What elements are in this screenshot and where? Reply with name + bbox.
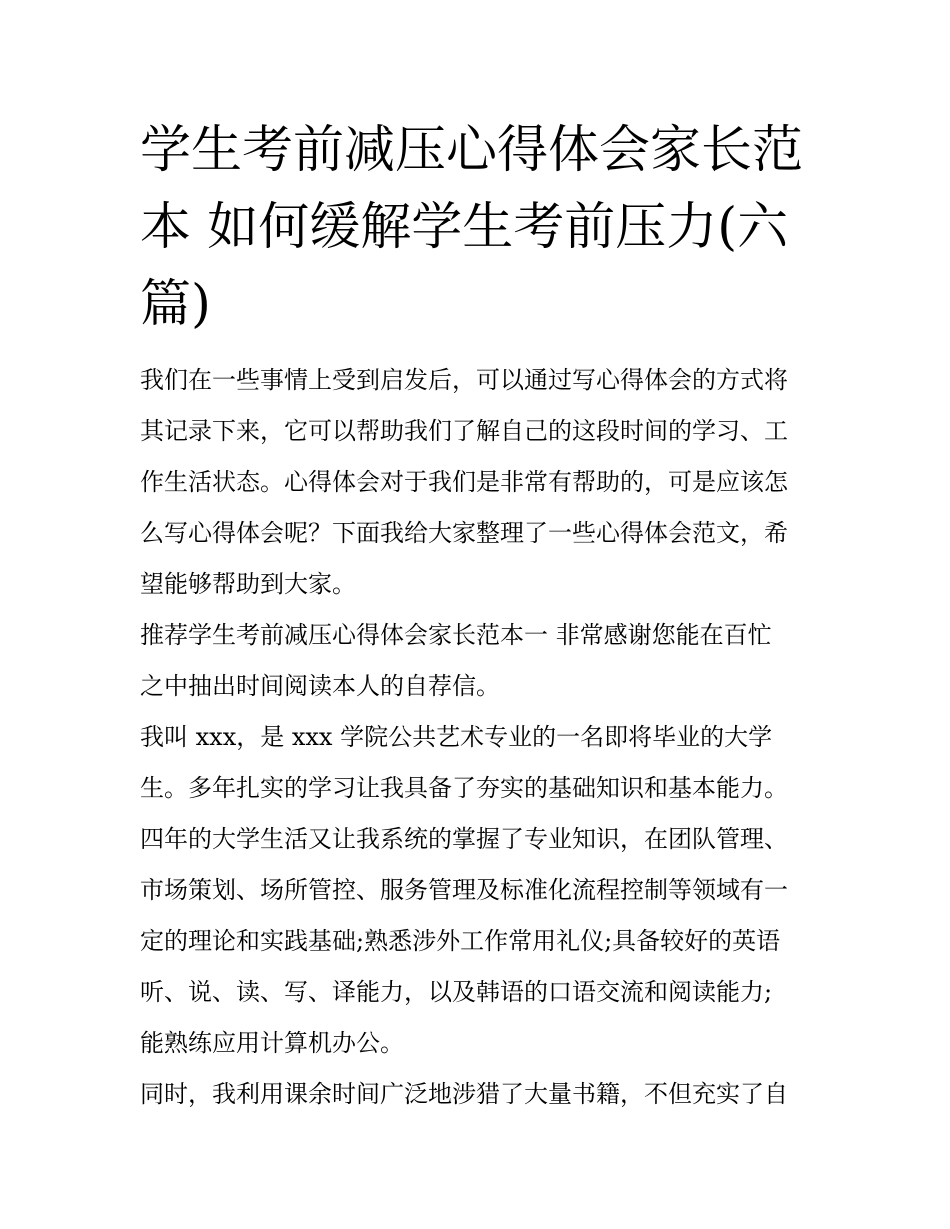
paragraph-self-introduction [140, 712, 820, 1069]
page-title [140, 112, 820, 343]
title-line: 篇) [140, 275, 211, 334]
title-line: 学生考前减压心得体会家长范 [140, 121, 804, 180]
text-line: 么写心得体会呢？下面我给大家整理了一些心得体会范文，希 [140, 519, 788, 547]
text-line: 定的理论和实践基础;熟悉涉外工作常用礼仪;具备较好的英语 [140, 927, 781, 955]
text-line: 市场策划、场所管控、服务管理及标准化流程控制等领域有一 [140, 876, 788, 904]
text-line: 听、说、读、写、译能力，以及韩语的口语交流和阅读能力; [140, 978, 773, 1006]
text-line: 之中抽出时间阅读本人的自荐信。 [140, 672, 500, 700]
text-line: 其记录下来，它可以帮助我们了解自己的这段时间的学习、工 [140, 417, 788, 445]
text-line: 同时，我利用课余时间广泛地涉猎了大量书籍，不但充实了自 [140, 1080, 788, 1108]
text-line: 望能够帮助到大家。 [140, 570, 356, 598]
text-line: 推荐学生考前减压心得体会家长范本一 非常感谢您能在百忙 [140, 621, 772, 649]
text-line: 作生活状态。心得体会对于我们是非常有帮助的，可是应该怎 [140, 468, 788, 496]
text-line: 四年的大学生活又让我系统的掌握了专业知识，在团队管理、 [140, 825, 788, 853]
document-body [140, 355, 820, 1120]
paragraph-continuation [140, 1069, 820, 1120]
paragraph-intro [140, 355, 820, 610]
paragraph-section-heading [140, 610, 820, 712]
text-line: 能熟练应用计算机办公。 [140, 1029, 404, 1057]
title-line: 本 如何缓解学生考前压力(六 [140, 198, 789, 257]
text-line: 我们在一些事情上受到启发后，可以通过写心得体会的方式将 [140, 366, 788, 394]
text-line: 我叫 xxx，是 xxx 学院公共艺术专业的一名即将毕业的大学 [140, 723, 773, 751]
text-line: 生。多年扎实的学习让我具备了夯实的基础知识和基本能力。 [140, 774, 788, 802]
